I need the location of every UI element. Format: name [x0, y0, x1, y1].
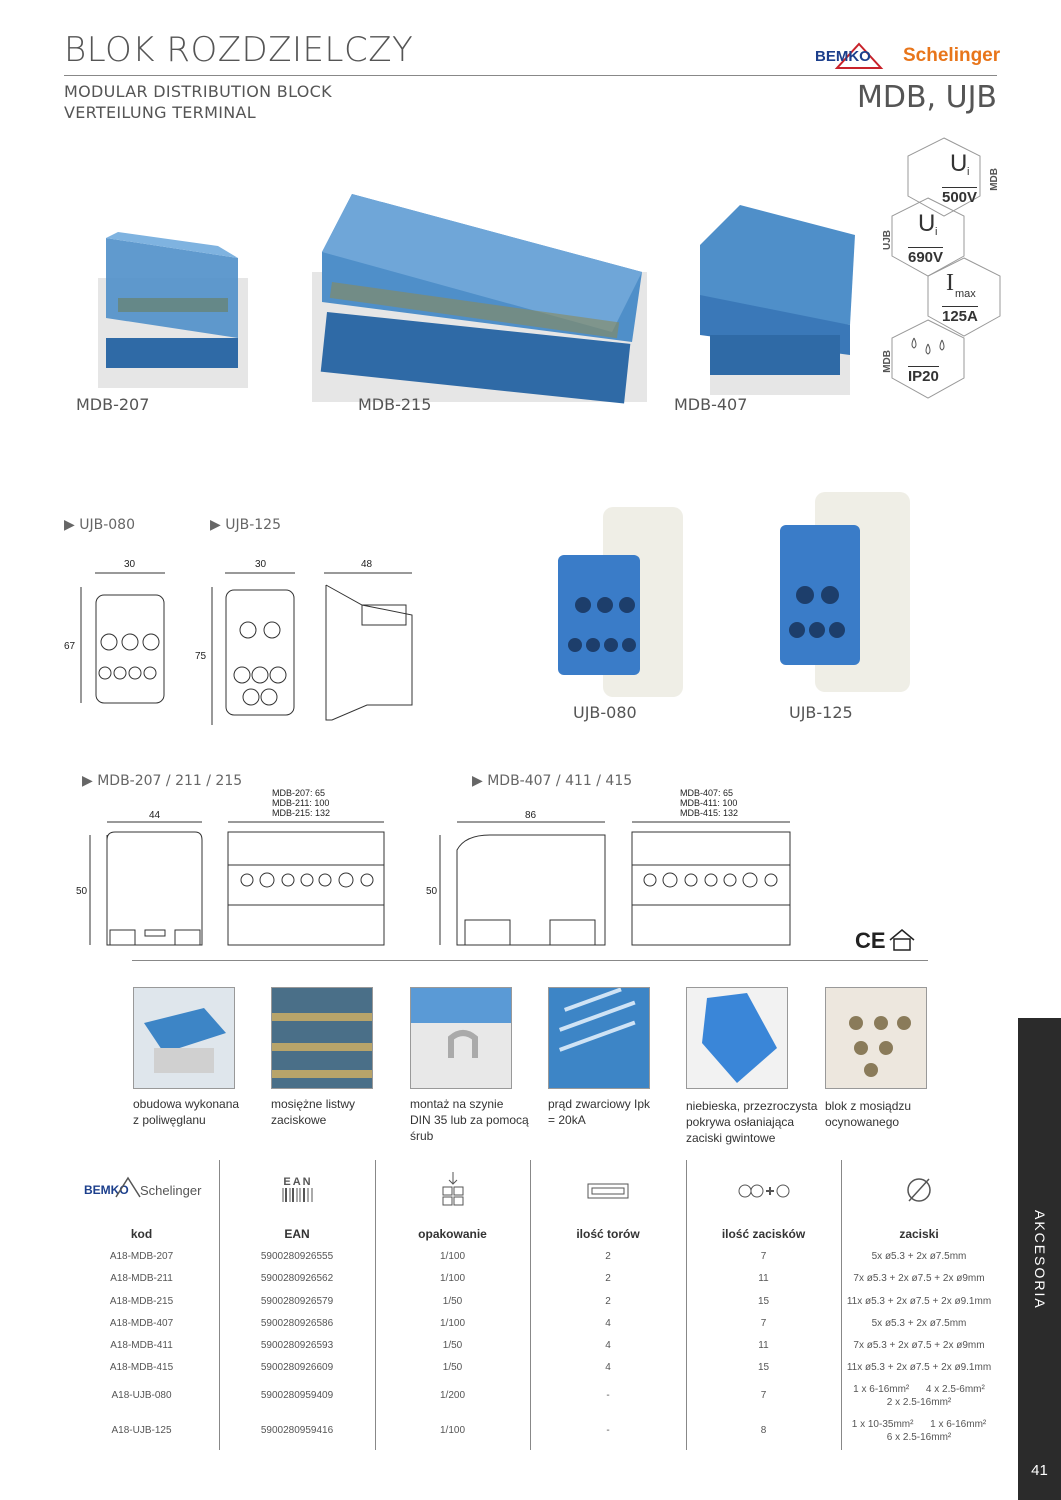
housing-photo [134, 988, 234, 1088]
barcode-glyph [281, 1188, 315, 1202]
table-cell: 11x ø5.3 + 2x ø7.5 + 2x ø9.1mm [846, 1362, 992, 1373]
table-cell: 5900280959409 [260, 1390, 334, 1401]
table-cell: 7 [760, 1318, 767, 1329]
diameter-glyph [905, 1176, 933, 1204]
table-cell: 1/100 [439, 1251, 466, 1262]
table-cell: A18-MDB-211 [110, 1273, 173, 1284]
ui-ujb-value: 690V [908, 249, 944, 266]
table-cell: A18-MDB-411 [110, 1340, 173, 1351]
subtitle-de: VERTEILUNG TERMINAL [64, 103, 256, 122]
ujb-drawing-lines [62, 555, 422, 740]
table-cell: 7 [760, 1251, 767, 1262]
bemko-roof-icon [115, 1175, 141, 1204]
package-icon [440, 1172, 466, 1213]
dim-50-b: 50 [426, 886, 438, 897]
table-cell: 5900280926586 [260, 1318, 334, 1329]
ujb-080-heading [64, 517, 135, 533]
table-cell: 11x ø5.3 + 2x ø7.5 + 2x ø9.1mm [846, 1296, 992, 1307]
imax-sub: max [955, 288, 976, 300]
ip-value: IP20 [908, 368, 939, 385]
ui-mdb-sub: i [967, 166, 970, 178]
mdb-technical-drawing [70, 810, 810, 960]
table-cell: 1/200 [439, 1390, 466, 1401]
imax-symbol: I [946, 270, 954, 296]
section-label: AKCESORIA [1032, 1210, 1048, 1310]
table-cell: 4 [605, 1362, 611, 1373]
table-cell: 7x ø5.3 + 2x ø7.5 + 2x ø9mm [853, 1273, 985, 1284]
mdb-drawing-lines [70, 810, 810, 960]
block-photo [826, 988, 926, 1088]
table-cell: 8 [760, 1425, 767, 1436]
table-cell: - [606, 1425, 610, 1436]
triangle-icon: ▶ [210, 517, 226, 533]
label-mdb-215: MDB-215 [358, 395, 432, 414]
table-cell: 5900280959416 [260, 1425, 334, 1436]
track-glyph [587, 1182, 629, 1200]
features-divider [132, 960, 928, 961]
table-cell: 2 [605, 1296, 611, 1307]
table-cell: 15 [757, 1362, 770, 1373]
len-mdb-407: MDB-407: 65 [680, 788, 734, 798]
ujb-080-heading-text: UJB-080 [79, 517, 135, 533]
table-cell: 4 [605, 1340, 611, 1351]
water-drops-icon [908, 336, 952, 363]
feature-text-brass: mosiężne listwy zaciskowe [271, 1097, 356, 1127]
table-cell: 1/50 [442, 1340, 463, 1351]
table-cell: 4 [605, 1318, 611, 1329]
house-icon [888, 928, 918, 957]
feature-text-housing: obudowa wykonana z poliwęglanu [133, 1097, 240, 1127]
table-cell: 15 [757, 1296, 770, 1307]
len-mdb-215: MDB-215: 132 [272, 808, 331, 818]
table-logo-bemko: BEMKO [84, 1183, 129, 1197]
table-cell: A18-MDB-407 [109, 1318, 174, 1329]
table-cell: 1/50 [442, 1296, 463, 1307]
label-mdb-207: MDB-207 [76, 395, 150, 414]
table-cell: 5900280926593 [260, 1340, 334, 1351]
feature-photo-block [825, 987, 927, 1089]
table-cell: 1/100 [439, 1318, 466, 1329]
ujb-125-heading-text: UJB-125 [225, 517, 281, 533]
th-opakowanie: opakowanie [418, 1227, 487, 1241]
table-cell: A18-UJB-125 [111, 1425, 172, 1436]
table-cell: 5x ø5.3 + 2x ø7.5mm [871, 1318, 967, 1329]
imax-value: 125A [942, 308, 978, 325]
label-mdb-407: MDB-407 [674, 395, 748, 414]
ean-icon-text: EAN [283, 1176, 313, 1188]
brass-photo [272, 988, 372, 1088]
dim-30-b: 30 [255, 559, 267, 570]
feature-text-cover: niebieska, przezroczysta pokrywa osłaniająca zaciski gwintowe [686, 1099, 818, 1145]
ui-ujb-symbol: U [918, 210, 936, 237]
table-cell: 5900280926555 [260, 1251, 334, 1262]
table-cell: 1/100 [439, 1273, 466, 1284]
feature-photo-din [410, 987, 512, 1089]
dim-50-a: 50 [76, 886, 88, 897]
mdb-tag-1: MDB [989, 168, 1000, 191]
dim-48: 48 [361, 559, 373, 570]
mdb-200-heading [82, 773, 242, 789]
product-photo-ujb-125 [775, 490, 915, 700]
cover-photo [687, 988, 787, 1088]
track-icon [587, 1182, 629, 1205]
water-drops-glyph [908, 336, 952, 358]
table-cell: - [606, 1390, 610, 1401]
table-cell: 11 [758, 1273, 769, 1284]
table-cell: 1/100 [439, 1425, 466, 1436]
ui-mdb-symbol: U [950, 150, 968, 177]
ui-ujb-sub: i [935, 226, 938, 238]
dim-75: 75 [195, 651, 207, 662]
feature-text-block: blok z mosiądzu ocynowanego [825, 1099, 912, 1129]
table-cell: 2 [605, 1273, 611, 1284]
triangle-icon: ▶ [472, 773, 488, 789]
table-logo-schelinger: Schelinger [140, 1183, 202, 1198]
package-glyph [440, 1172, 466, 1208]
feature-photo-housing [133, 987, 235, 1089]
house-glyph [888, 928, 918, 952]
mdb-207-illustration [98, 228, 248, 398]
table-cell: 1 x 6-16mm² 4 x 2.5-6mm² 2 x 2.5-16mm² [853, 1384, 985, 1408]
page-title: BLOK ROZDZIELCZY [64, 30, 414, 70]
dim-44: 44 [149, 810, 161, 821]
label-ujb-080-photo: UJB-080 [573, 703, 637, 722]
th-kod: kod [130, 1227, 153, 1241]
feature-text-current: prąd zwarciowy Ipk = 20kA [548, 1097, 651, 1127]
series-name: MDB, UJB [856, 80, 997, 115]
th-ilosc-torow: ilość torów [576, 1227, 640, 1241]
ujb-tag: UJB [882, 230, 893, 251]
header-divider [64, 75, 997, 76]
ce-mark: CE [855, 928, 886, 953]
spec-hexagons [872, 136, 1012, 406]
table-cell: A18-MDB-415 [109, 1362, 174, 1373]
table-cell: 1/50 [442, 1362, 463, 1373]
roof-glyph [115, 1175, 141, 1199]
table-cell: 5x ø5.3 + 2x ø7.5mm [871, 1251, 967, 1262]
feature-text-din: montaż na szynie DIN 35 lub za pomocą śrub [410, 1097, 529, 1143]
th-zaciski: zaciski [899, 1227, 939, 1241]
ui-mdb-value: 500V [942, 189, 978, 206]
terminals-glyph [738, 1182, 792, 1200]
mdb-407-illustration [690, 205, 860, 415]
label-photo [549, 988, 649, 1088]
din-photo [411, 988, 511, 1088]
dim-30-a: 30 [124, 559, 136, 570]
table-cell: 11 [758, 1340, 769, 1351]
ean-barcode-icon [281, 1176, 315, 1207]
len-mdb-411: MDB-411: 100 [680, 798, 738, 808]
label-ujb-125-photo: UJB-125 [789, 703, 853, 722]
table-cell: 5900280926579 [260, 1296, 334, 1307]
mdb-200-heading-text: MDB-207 / 211 / 215 [97, 773, 243, 789]
table-cell: 7 [760, 1390, 767, 1401]
product-photo-mdb-407 [690, 205, 860, 420]
diameter-icon [905, 1176, 933, 1209]
subtitle-en: MODULAR DISTRIBUTION BLOCK [64, 82, 332, 101]
brand-bemko: BEMKO [815, 48, 871, 65]
table-cell: 5900280926562 [260, 1273, 334, 1284]
mdb-215-illustration [312, 192, 647, 417]
feature-photo-label [548, 987, 650, 1089]
mdb-400-heading-text: MDB-407 / 411 / 415 [487, 773, 633, 789]
page-number: 41 [1031, 1462, 1048, 1479]
triangle-icon: ▶ [64, 517, 80, 533]
th-ean: EAN [284, 1227, 310, 1241]
th-ilosc-zaciskow: ilość zacisków [721, 1227, 806, 1241]
product-photo-mdb-207 [98, 228, 248, 403]
feature-photo-brass [271, 987, 373, 1089]
dim-67: 67 [64, 641, 76, 652]
table-cell: 2 [605, 1251, 611, 1262]
len-mdb-207: MDB-207: 65 [272, 788, 326, 798]
table-cell: 5900280926609 [260, 1362, 334, 1373]
mdb-400-heading [472, 773, 632, 789]
terminals-icon [738, 1182, 792, 1205]
ujb-technical-drawing [62, 555, 422, 740]
ujb-080-illustration [553, 505, 693, 700]
len-mdb-211: MDB-211: 100 [272, 798, 330, 808]
product-photo-ujb-080 [553, 505, 693, 705]
ujb-125-illustration [775, 490, 915, 695]
table-cell: A18-UJB-080 [111, 1390, 172, 1401]
len-mdb-415: MDB-415: 132 [680, 808, 739, 818]
dim-86: 86 [525, 810, 537, 821]
brand-schelinger: Schelinger [903, 45, 1001, 66]
table-cell: A18-MDB-207 [109, 1251, 174, 1262]
triangle-icon: ▶ [82, 773, 98, 789]
feature-photo-cover [686, 987, 788, 1089]
table-cell: 1 x 10-35mm² 1 x 6-16mm² 6 x 2.5-16mm² [851, 1419, 987, 1443]
mdb-tag-2: MDB [882, 350, 893, 373]
table-cell: 7x ø5.3 + 2x ø7.5 + 2x ø9mm [853, 1340, 985, 1351]
ujb-125-heading [210, 517, 281, 533]
table-cell: A18-MDB-215 [109, 1296, 174, 1307]
product-photo-mdb-215 [312, 192, 647, 422]
